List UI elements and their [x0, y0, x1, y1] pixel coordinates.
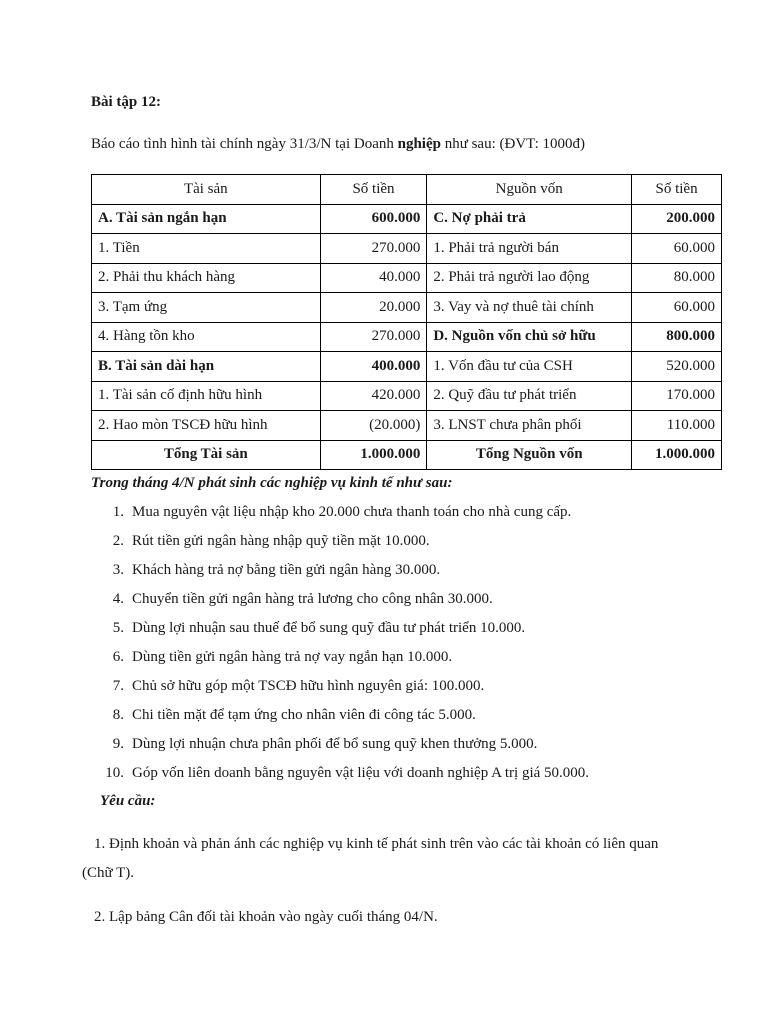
- table-row: [92, 204, 722, 234]
- source-amount: 80.000: [632, 263, 722, 293]
- asset-amount: 270.000: [320, 234, 427, 264]
- total-assets-value: 1.000.000: [320, 440, 427, 470]
- transaction-number: 1.: [112, 504, 124, 520]
- transaction-text: Mua nguyên vật liệu nhập kho 20.000 chưa thanh toán cho nhà cung cấp.: [132, 504, 572, 520]
- transaction-item: [100, 672, 589, 701]
- table-row: [92, 263, 722, 293]
- transaction-item: [100, 614, 589, 643]
- header-sources-amount: Số tiền: [632, 175, 722, 205]
- transaction-number: 5.: [112, 620, 124, 636]
- table-total-row: [92, 440, 722, 470]
- transaction-item: [100, 759, 589, 788]
- transaction-text: Góp vốn liên doanh bằng nguyên vật liệu với doanh nghiệp A trị giá 50.000.: [132, 765, 590, 781]
- transaction-text: Chủ sở hữu góp một TSCĐ hữu hình nguyên giá: 100.000.: [132, 678, 485, 694]
- transaction-item: [100, 585, 589, 614]
- requirement-1: 1. Định khoản và phản ánh các nghiệp vụ kinh tế phát sinh trên vào các tài khoản có liên quan (Chữ T).: [82, 836, 659, 881]
- asset-label: 2. Hao mòn TSCĐ hữu hình: [92, 411, 321, 441]
- table-header-row: [92, 175, 722, 205]
- asset-amount: 270.000: [320, 322, 427, 352]
- source-amount: 520.000: [632, 352, 722, 382]
- source-label: 3. Vay và nợ thuê tài chính: [427, 293, 632, 323]
- source-label: 2. Quỹ đầu tư phát triển: [427, 381, 632, 411]
- asset-label: 2. Phải thu khách hàng: [92, 263, 321, 293]
- source-amount: 110.000: [632, 411, 722, 441]
- asset-amount: 420.000: [320, 381, 427, 411]
- asset-amount: (20.000): [320, 411, 427, 441]
- source-amount: 200.000: [632, 204, 722, 234]
- table-row: [92, 381, 722, 411]
- table-row: [92, 234, 722, 264]
- asset-amount: 40.000: [320, 263, 427, 293]
- table-row: [92, 352, 722, 382]
- source-label: 3. LNST chưa phân phối: [427, 411, 632, 441]
- asset-label: 3. Tạm ứng: [92, 293, 321, 323]
- table-row: [92, 411, 722, 441]
- transaction-text: Chuyển tiền gửi ngân hàng trả lương cho công nhân 30.000.: [132, 591, 493, 607]
- transaction-item: [100, 701, 589, 730]
- transaction-number: 2.: [112, 533, 124, 549]
- source-amount: 60.000: [632, 293, 722, 323]
- table-body: [92, 204, 722, 440]
- asset-label: A. Tài sản ngắn hạn: [92, 204, 321, 234]
- transaction-item: [100, 643, 589, 672]
- header-sources: Nguồn vốn: [427, 175, 632, 205]
- intro-text-start: Báo cáo tình hình tài chính ngày 31/3/N tại Doanh: [91, 136, 398, 152]
- transaction-number: 4.: [112, 591, 124, 607]
- transaction-item: [100, 730, 589, 759]
- total-sources-label: Tổng Nguồn vốn: [427, 440, 632, 470]
- requirement-2: 2. Lập bảng Cân đối tài khoản vào ngày cuối tháng 04/N.: [94, 909, 438, 925]
- requirements-heading: Yêu cầu:: [100, 793, 156, 809]
- intro-text-end: như sau: (ĐVT: 1000đ): [440, 136, 585, 152]
- transaction-number: 9.: [112, 736, 124, 752]
- intro-text-bold: nghiệp: [397, 136, 441, 152]
- transaction-text: Dùng lợi nhuận sau thuế để bổ sung quỹ đầu tư phát triển 10.000.: [132, 620, 526, 636]
- asset-label: 1. Tài sản cố định hữu hình: [92, 381, 321, 411]
- source-label: 2. Phải trả người lao động: [427, 263, 632, 293]
- source-amount: 60.000: [632, 234, 722, 264]
- transactions-heading: Trong tháng 4/N phát sinh các nghiệp vụ kinh tế như sau:: [91, 475, 453, 491]
- source-label: 1. Phải trả người bán: [427, 234, 632, 264]
- exercise-title: Bài tập 12:: [91, 94, 162, 110]
- transaction-text: Rút tiền gửi ngân hàng nhập quỹ tiền mặt 10.000.: [132, 533, 430, 549]
- source-amount: 800.000: [632, 322, 722, 352]
- source-label: D. Nguồn vốn chủ sở hữu: [427, 322, 632, 352]
- transaction-number: 3.: [112, 562, 124, 578]
- source-amount: 170.000: [632, 381, 722, 411]
- transaction-item: [100, 556, 589, 585]
- transaction-text: Dùng tiền gửi ngân hàng trả nợ vay ngắn hạn 10.000.: [132, 649, 453, 665]
- total-assets-label: Tổng Tài sản: [92, 440, 321, 470]
- transaction-number: 10.: [105, 765, 124, 781]
- transaction-text: Khách hàng trả nợ bằng tiền gửi ngân hàng 30.000.: [132, 562, 441, 578]
- transaction-text: Dùng lợi nhuận chưa phân phối để bổ sung quỹ khen thưởng 5.000.: [132, 736, 538, 752]
- transaction-text: Chi tiền mặt để tạm ứng cho nhân viên đi công tác 5.000.: [132, 707, 476, 723]
- header-assets-amount: Số tiền: [320, 175, 427, 205]
- asset-label: 1. Tiền: [92, 234, 321, 264]
- intro-text: [91, 136, 585, 153]
- table-row: [92, 322, 722, 352]
- total-sources-value: 1.000.000: [632, 440, 722, 470]
- transaction-number: 8.: [112, 707, 124, 723]
- asset-label: B. Tài sản dài hạn: [92, 352, 321, 382]
- asset-amount: 600.000: [320, 204, 427, 234]
- transaction-item: [100, 498, 589, 527]
- transactions-list: [100, 498, 589, 788]
- asset-amount: 20.000: [320, 293, 427, 323]
- source-label: 1. Vốn đầu tư của CSH: [427, 352, 632, 382]
- transaction-number: 6.: [112, 649, 124, 665]
- header-assets: Tài sản: [92, 175, 321, 205]
- asset-label: 4. Hàng tồn kho: [92, 322, 321, 352]
- table-row: [92, 293, 722, 323]
- transaction-number: 7.: [112, 678, 124, 694]
- transaction-item: [100, 527, 589, 556]
- balance-sheet-table: [91, 174, 722, 470]
- asset-amount: 400.000: [320, 352, 427, 382]
- source-label: C. Nợ phải trả: [427, 204, 632, 234]
